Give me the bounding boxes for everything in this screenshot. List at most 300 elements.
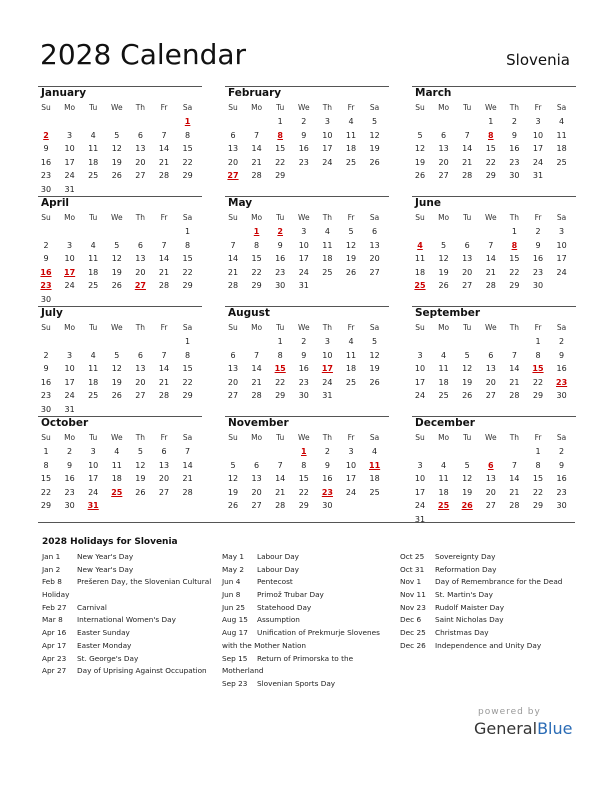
holiday-name: New Year's Day — [77, 564, 134, 574]
holiday-name: Prešeren Day, the Slovenian Cultural — [77, 577, 212, 587]
weekday-label: Fr — [160, 433, 168, 442]
day-cell: 3 — [301, 227, 307, 236]
day-cell: 4 — [441, 460, 447, 470]
weekday-label: Th — [135, 213, 146, 222]
day-cell: 23 — [64, 487, 75, 497]
day-cell: 24 — [322, 377, 333, 387]
day-cell: 2 — [324, 447, 330, 456]
day-cell: 26 — [111, 171, 122, 180]
day-cell: 10 — [298, 240, 309, 250]
day-cell: 12 — [414, 144, 426, 153]
day-cell: 7 — [185, 447, 191, 456]
day-cell: 22 — [251, 267, 262, 277]
day-cell: 3 — [67, 130, 73, 140]
weekday-label: Mo — [251, 323, 263, 332]
weekday-label: We — [111, 213, 123, 222]
holiday-entry — [400, 614, 570, 627]
day-cell: 6 — [161, 447, 167, 456]
holiday-entry — [222, 653, 392, 666]
holiday-name: New Year's Day — [77, 552, 134, 561]
divider — [38, 522, 575, 523]
months-grid — [40, 86, 573, 522]
day-cell: 10 — [322, 350, 333, 360]
weekday-label: Tu — [463, 323, 472, 332]
month-august — [227, 306, 387, 416]
day-cell: 17 — [414, 377, 426, 387]
day-cell: 14 — [251, 144, 262, 153]
day-cell: 5 — [114, 350, 120, 360]
month-may — [227, 196, 387, 306]
holiday-day-cell: 26 — [461, 501, 473, 510]
month-name: March — [415, 87, 452, 99]
day-cell: 9 — [277, 240, 283, 250]
day-cell: 13 — [251, 474, 262, 483]
holiday-day-cell: 31 — [87, 501, 99, 510]
day-cell: 22 — [298, 487, 309, 497]
day-cell: 27 — [135, 171, 146, 180]
day-cell: 27 — [485, 391, 496, 400]
day-cell: 21 — [485, 267, 496, 277]
day-cell: 23 — [40, 171, 52, 180]
day-cell: 4 — [441, 350, 447, 360]
day-cell: 14 — [182, 460, 193, 470]
day-cell: 17 — [322, 144, 333, 153]
day-cell: 22 — [182, 267, 193, 277]
holiday-entry — [42, 665, 212, 678]
day-cell: 1 — [185, 337, 191, 346]
day-cell: 29 — [509, 281, 520, 290]
day-cell: 18 — [414, 267, 426, 277]
day-cell: 24 — [298, 267, 309, 277]
weekday-label: Sa — [369, 213, 380, 222]
weekday-label: Fr — [534, 213, 542, 222]
day-cell: 25 — [322, 267, 333, 277]
holiday-date: Feb 8 — [42, 577, 62, 587]
holiday-name: Rudolf Maister Day — [435, 602, 505, 612]
holiday-date: May 2 — [222, 564, 245, 574]
day-cell: 19 — [414, 157, 426, 167]
holiday-day-cell: 15 — [274, 364, 286, 373]
holiday-day-cell: 2 — [43, 130, 49, 140]
weekday-label: Sa — [556, 103, 567, 112]
day-cell: 3 — [348, 447, 354, 456]
holiday-name: Carnival — [77, 602, 107, 612]
holiday-day-cell: 17 — [64, 267, 76, 277]
day-cell: 28 — [509, 391, 520, 400]
day-cell: 28 — [182, 487, 193, 497]
weekday-label: Mo — [64, 103, 76, 112]
day-cell: 27 — [251, 501, 262, 510]
day-cell: 2 — [559, 447, 565, 456]
holiday-name: Sovereignty Day — [435, 552, 496, 561]
holiday-day-cell: 6 — [488, 460, 494, 470]
holiday-entry — [42, 564, 212, 577]
holiday-day-cell: 1 — [253, 227, 260, 236]
day-cell: 28 — [227, 281, 239, 290]
day-cell: 23 — [298, 377, 309, 387]
day-cell: 18 — [556, 144, 567, 153]
day-cell: 12 — [345, 240, 357, 250]
day-cell: 11 — [322, 240, 333, 250]
day-cell: 22 — [509, 267, 520, 277]
day-cell: 16 — [532, 254, 544, 263]
holiday-date: Apr 17 — [42, 640, 67, 650]
day-cell: 18 — [88, 157, 99, 167]
day-cell: 25 — [88, 171, 99, 180]
day-cell: 25 — [369, 487, 380, 497]
day-cell: 2 — [67, 447, 73, 456]
holiday-date: Nov 11 — [400, 590, 426, 600]
day-cell: 25 — [88, 391, 99, 400]
day-cell: 12 — [111, 254, 122, 263]
day-cell: 27 — [369, 267, 380, 277]
day-cell: 15 — [251, 254, 262, 263]
day-cell: 14 — [485, 254, 496, 263]
day-cell: 17 — [298, 254, 309, 263]
holiday-name: Motherland — [222, 666, 264, 676]
day-cell: 17 — [556, 254, 567, 263]
holiday-day-cell: 1 — [301, 447, 307, 456]
holiday-name: Easter Monday — [77, 640, 132, 650]
day-cell: 31 — [64, 184, 75, 194]
day-cell: 16 — [298, 144, 309, 153]
weekday-label: Su — [228, 213, 238, 222]
holiday-entry — [42, 589, 212, 602]
holiday-entry — [400, 551, 570, 564]
day-cell: 28 — [158, 281, 170, 290]
day-cell: 14 — [158, 364, 170, 373]
day-cell: 7 — [488, 240, 494, 250]
day-cell: 3 — [324, 117, 330, 126]
day-cell: 4 — [348, 117, 354, 126]
day-cell: 13 — [227, 364, 239, 373]
month-october — [40, 416, 200, 526]
weekday-label: Su — [415, 433, 425, 442]
day-cell: 27 — [158, 487, 170, 497]
day-cell: 21 — [251, 157, 262, 167]
weekday-label: Th — [322, 213, 333, 222]
day-cell: 4 — [114, 447, 120, 456]
day-cell: 9 — [67, 460, 73, 470]
day-cell: 10 — [556, 240, 567, 250]
holiday-day-cell: 23 — [40, 281, 52, 290]
day-cell: 1 — [535, 337, 541, 346]
weekday-label: Th — [322, 103, 333, 112]
day-cell: 7 — [230, 240, 236, 250]
day-cell: 15 — [532, 474, 544, 483]
day-cell: 22 — [532, 487, 544, 497]
holiday-name: Pentecost — [257, 577, 293, 587]
day-cell: 20 — [158, 474, 170, 483]
day-cell: 26 — [227, 501, 239, 510]
weekday-label: Th — [135, 323, 146, 332]
weekday-label: Su — [41, 433, 51, 442]
day-cell: 7 — [161, 130, 167, 140]
day-cell: 12 — [462, 474, 473, 483]
month-june — [414, 196, 574, 306]
day-cell: 27 — [135, 391, 146, 400]
day-cell: 25 — [88, 281, 99, 290]
holiday-day-cell: 27 — [227, 171, 239, 180]
day-cell: 10 — [64, 144, 75, 153]
day-cell: 7 — [511, 460, 517, 470]
brand-logo[interactable] — [474, 719, 572, 738]
weekday-label: Th — [509, 103, 520, 112]
day-cell: 10 — [64, 364, 75, 373]
weekday-label: Mo — [64, 323, 76, 332]
day-cell: 5 — [464, 460, 470, 470]
day-cell: 22 — [182, 157, 193, 167]
day-cell: 30 — [40, 184, 52, 194]
holiday-day-cell: 17 — [321, 364, 333, 373]
day-cell: 6 — [372, 227, 378, 236]
day-cell: 27 — [485, 501, 496, 510]
weekday-label: We — [111, 323, 123, 332]
day-cell: 26 — [345, 267, 357, 277]
day-cell: 30 — [556, 501, 567, 510]
holidays-title: 2028 Holidays for Slovenia — [42, 537, 178, 547]
day-cell: 30 — [298, 391, 309, 400]
day-cell: 28 — [158, 171, 170, 180]
day-cell: 2 — [511, 117, 517, 126]
day-cell: 6 — [464, 240, 470, 250]
day-cell: 26 — [462, 391, 473, 400]
day-cell: 30 — [322, 501, 333, 510]
holiday-entry — [222, 551, 392, 564]
day-cell: 20 — [135, 267, 146, 277]
weekday-label: Th — [509, 213, 520, 222]
day-cell: 10 — [414, 364, 426, 373]
holiday-entry — [222, 640, 392, 653]
day-cell: 28 — [485, 281, 496, 290]
day-cell: 24 — [64, 391, 75, 400]
day-cell: 14 — [509, 364, 520, 373]
day-cell: 2 — [301, 337, 307, 346]
weekday-label: Su — [41, 213, 51, 222]
day-cell: 11 — [345, 130, 357, 140]
day-cell: 24 — [414, 501, 426, 510]
holiday-name: Unification of Prekmurje Slovenes — [257, 628, 380, 638]
day-cell: 16 — [40, 377, 52, 387]
day-cell: 22 — [275, 377, 286, 387]
weekday-label: Tu — [276, 433, 285, 442]
day-cell: 19 — [345, 254, 357, 263]
day-cell: 21 — [509, 487, 520, 497]
day-cell: 8 — [535, 350, 541, 360]
holiday-name: Slovenian Sports Day — [257, 678, 336, 688]
holiday-date: Apr 27 — [42, 666, 67, 676]
day-cell: 3 — [67, 240, 73, 250]
day-cell: 11 — [556, 130, 567, 140]
day-cell: 27 — [438, 171, 449, 180]
weekday-label: Th — [509, 323, 520, 332]
day-cell: 16 — [556, 364, 567, 373]
country-name: Slovenia — [506, 51, 570, 69]
holiday-name: Christmas Day — [435, 628, 489, 638]
day-cell: 18 — [88, 267, 99, 277]
day-cell: 13 — [369, 240, 380, 250]
month-name: November — [228, 417, 289, 429]
weekday-label: Sa — [556, 433, 567, 442]
day-cell: 19 — [111, 267, 122, 277]
day-cell: 29 — [182, 281, 193, 290]
day-cell: 20 — [227, 157, 239, 167]
day-cell: 30 — [509, 171, 520, 180]
holiday-name: Primož Trubar Day — [257, 590, 324, 600]
holiday-entry — [42, 627, 212, 640]
day-cell: 14 — [158, 254, 170, 263]
weekday-label: Fr — [347, 323, 355, 332]
day-cell: 18 — [111, 474, 122, 483]
day-cell: 13 — [485, 474, 496, 483]
day-cell: 17 — [532, 144, 544, 153]
day-cell: 17 — [414, 487, 426, 497]
holiday-date: Jun 4 — [222, 577, 241, 587]
holiday-date: Mar 8 — [42, 615, 63, 625]
holiday-day-cell: 23 — [321, 487, 333, 497]
day-cell: 6 — [137, 240, 143, 250]
day-cell: 18 — [438, 377, 449, 387]
day-cell: 11 — [111, 460, 122, 470]
holiday-name: Labour Day — [257, 552, 299, 561]
month-name: August — [228, 307, 270, 319]
weekday-label: Tu — [276, 213, 285, 222]
month-september — [414, 306, 574, 416]
holiday-day-cell: 8 — [511, 240, 518, 250]
day-cell: 7 — [511, 350, 517, 360]
holiday-name: Reformation Day — [435, 564, 497, 574]
day-cell: 20 — [438, 157, 449, 167]
holiday-name: St. Martin's Day — [435, 590, 493, 600]
day-cell: 19 — [111, 157, 122, 167]
day-cell: 8 — [43, 460, 49, 470]
day-cell: 14 — [509, 474, 520, 483]
holiday-name: Statehood Day — [257, 602, 312, 612]
day-cell: 2 — [301, 117, 307, 126]
day-cell: 4 — [348, 337, 354, 346]
holiday-date: Oct 31 — [400, 564, 425, 574]
day-cell: 24 — [322, 157, 333, 167]
weekday-label: We — [298, 323, 310, 332]
holiday-day-cell: 1 — [184, 117, 191, 126]
weekday-label: Fr — [347, 433, 355, 442]
day-cell: 21 — [158, 267, 170, 277]
day-cell: 3 — [535, 117, 541, 126]
day-cell: 8 — [185, 240, 191, 250]
day-cell: 1 — [43, 447, 49, 456]
holiday-date: Nov 1 — [400, 577, 422, 587]
day-cell: 5 — [464, 350, 470, 360]
month-february — [227, 86, 387, 196]
day-cell: 5 — [114, 130, 120, 140]
weekday-label: Fr — [160, 213, 168, 222]
day-cell: 12 — [135, 460, 146, 470]
weekday-label: Th — [135, 103, 146, 112]
day-cell: 8 — [535, 460, 541, 470]
holiday-day-cell: 23 — [556, 377, 568, 387]
day-cell: 21 — [158, 377, 170, 387]
day-cell: 31 — [322, 391, 333, 400]
day-cell: 6 — [254, 460, 260, 470]
day-cell: 20 — [251, 487, 262, 497]
day-cell: 28 — [275, 501, 286, 510]
day-cell: 12 — [227, 474, 239, 483]
month-name: January — [41, 87, 87, 99]
day-cell: 5 — [230, 460, 236, 470]
weekday-label: Su — [228, 433, 238, 442]
weekday-label: Sa — [369, 433, 380, 442]
holiday-date: Dec 25 — [400, 628, 426, 638]
month-name: September — [415, 307, 481, 319]
holiday-entry — [222, 678, 392, 691]
day-cell: 6 — [137, 130, 143, 140]
weekday-label: Tu — [89, 323, 98, 332]
day-cell: 14 — [251, 364, 262, 373]
day-cell: 9 — [43, 144, 49, 153]
holiday-date: Sep 15 — [222, 653, 248, 663]
day-cell: 9 — [511, 130, 517, 140]
weekday-label: Mo — [438, 323, 450, 332]
weekday-label: Sa — [182, 433, 193, 442]
day-cell: 15 — [182, 144, 193, 153]
month-name: June — [415, 197, 441, 209]
weekday-label: Fr — [347, 103, 355, 112]
day-cell: 9 — [301, 350, 307, 360]
day-cell: 22 — [532, 377, 544, 387]
weekday-label: We — [485, 213, 497, 222]
weekday-label: We — [111, 103, 123, 112]
day-cell: 26 — [369, 377, 380, 387]
weekday-label: Sa — [369, 323, 380, 332]
day-cell: 9 — [43, 364, 49, 373]
day-cell: 15 — [40, 474, 52, 483]
weekday-label: Mo — [438, 103, 450, 112]
day-cell: 13 — [227, 144, 239, 153]
month-january — [40, 86, 200, 196]
holiday-name: Labour Day — [257, 564, 299, 574]
day-cell: 10 — [88, 460, 99, 470]
day-cell: 1 — [535, 447, 541, 456]
weekday-label: Th — [322, 323, 333, 332]
weekday-label: We — [298, 433, 310, 442]
weekday-label: We — [485, 103, 497, 112]
holiday-date: Jun 8 — [222, 590, 241, 600]
day-cell: 5 — [441, 240, 447, 250]
day-cell: 18 — [345, 364, 357, 373]
holiday-name: International Women's Day — [77, 615, 176, 625]
month-name: July — [41, 307, 63, 319]
day-cell: 8 — [254, 240, 260, 250]
page-title: 2028 Calendar — [40, 38, 247, 71]
month-march — [414, 86, 574, 196]
weekday-label: Su — [415, 103, 425, 112]
day-cell: 9 — [324, 460, 330, 470]
holiday-entry — [42, 653, 212, 666]
holiday-day-cell: 4 — [417, 240, 423, 250]
brand-part-2: Blue — [537, 719, 573, 738]
month-december — [414, 416, 574, 526]
day-cell: 17 — [64, 157, 75, 167]
holiday-entry — [42, 640, 212, 653]
day-cell: 20 — [485, 487, 496, 497]
holiday-entry — [222, 665, 392, 678]
day-cell: 16 — [322, 474, 333, 483]
day-cell: 14 — [227, 254, 239, 263]
day-cell: 23 — [532, 267, 544, 277]
day-cell: 23 — [509, 157, 520, 167]
day-cell: 11 — [414, 254, 426, 263]
day-cell: 20 — [485, 377, 496, 387]
